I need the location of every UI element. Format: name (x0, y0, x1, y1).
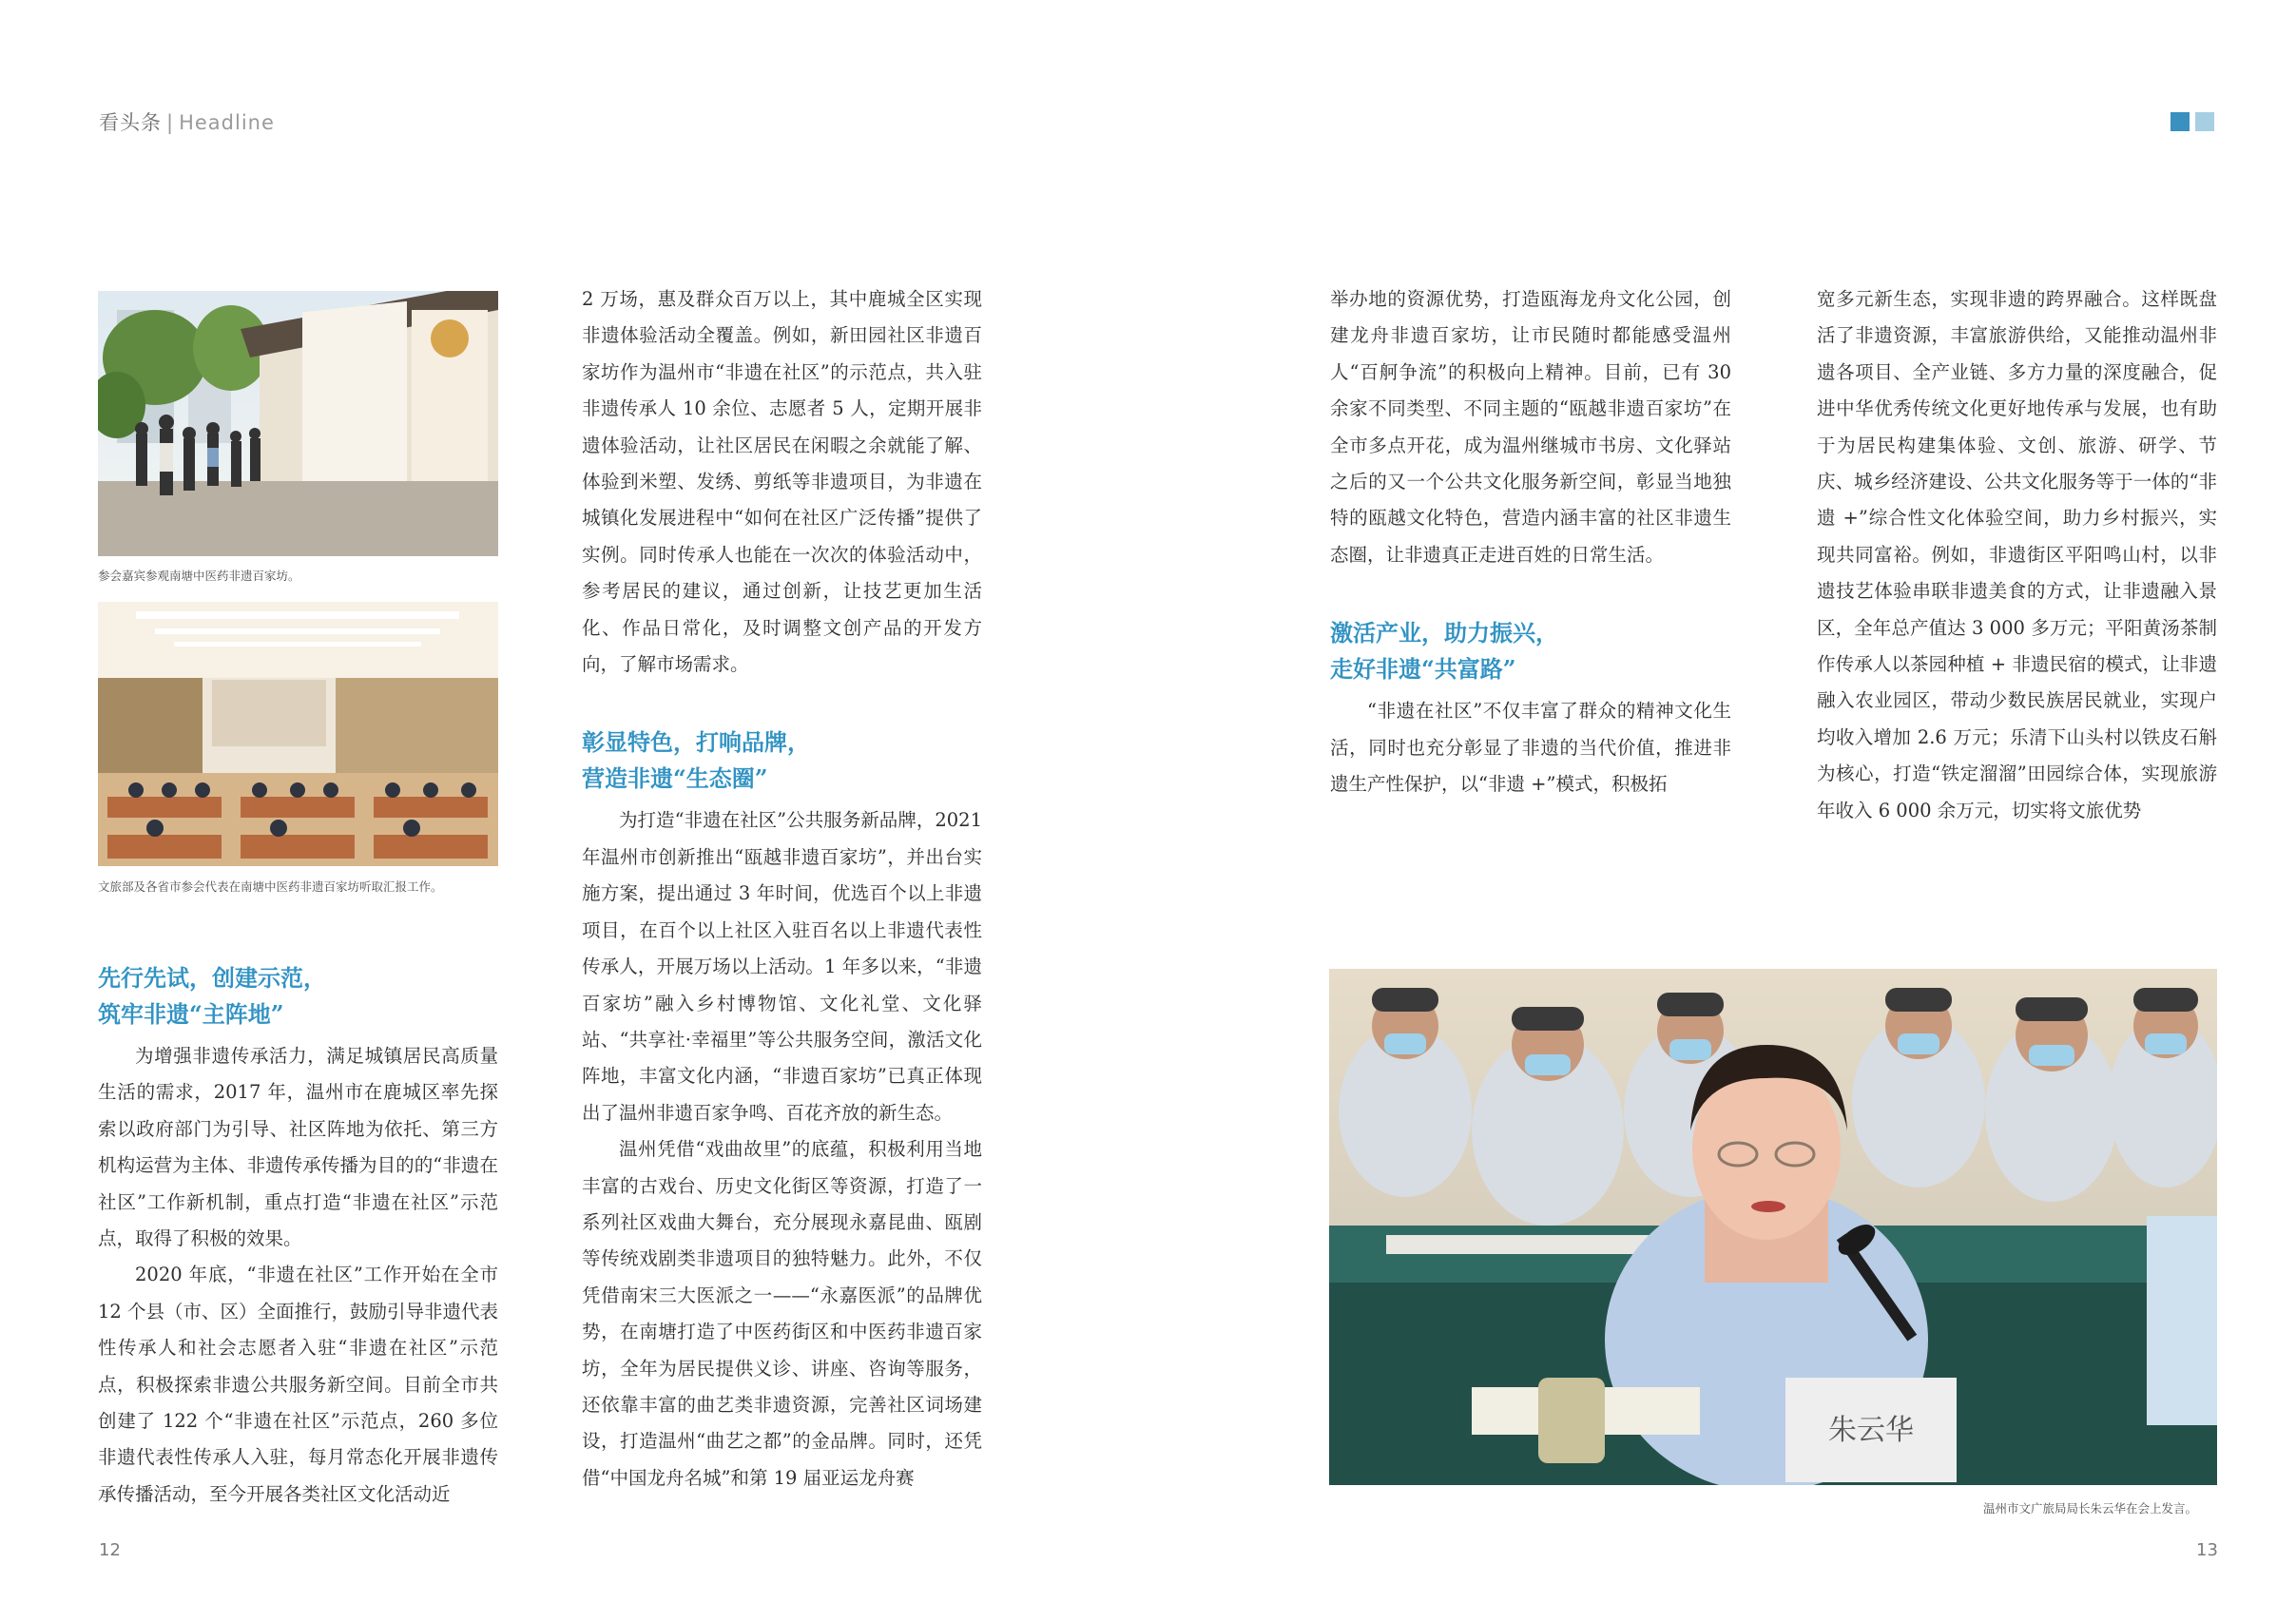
paragraph: “非遗在社区”不仅丰富了群众的精神文化生活，同时也充分彰显了非遗的当代价值，推进非遗生产性保护，以“非遗 +”模式，积极拓 (1330, 700, 1731, 796)
photo-conference-room (98, 602, 498, 866)
photo-speaker-meeting (1329, 969, 2217, 1485)
photo-1-caption: 参会嘉宾参观南塘中医药非遗百家坊。 (98, 569, 300, 583)
nameplate-text: 朱云华 (1828, 1414, 1914, 1447)
heading-1-line-2: 筑牢非遗“主阵地” (98, 1000, 284, 1028)
section-title-cn: 看头条 (99, 111, 162, 134)
column-2 (582, 281, 982, 1496)
section-header (99, 107, 275, 136)
column-3 (1330, 281, 1731, 802)
header-square-light (2195, 112, 2214, 131)
heading-3-line-2: 走好非遗“共富路” (1330, 655, 1516, 684)
section-heading-1 (98, 960, 498, 1033)
header-square-dark (2171, 112, 2190, 131)
heading-3-line-1: 激活产业，助力振兴， (1330, 619, 1558, 647)
paragraph: 为增强非遗传承活力，满足城镇居民高质量生活的需求，2017 年，温州市在鹿城区率先探索以政府部门为引导、社区阵地为依托、第三方机构运营为主体、非遗传承传播为目的的“非遗在社区”工作新机制，重点打造“非遗在社区”示范点，取得了积极的效果。 (98, 1045, 498, 1250)
photo-visitors-alley (98, 291, 498, 556)
paragraph: 宽多元新生态，实现非遗的跨界融合。这样既盘活了非遗资源，丰富旅游供给，又能推动温州非遗各项目、全产业链、多方力量的深度融合，促进中华优秀传统文化更好地传承与发展，也有助于为居民构建集体验、文创、旅游、研学、节庆、城乡经济建设、公共文化服务等于一体的“非遗 +”综合性文化体验空间，助力乡村振兴，实现共同富裕。例如，非遗街区平阳鸣山村，以非遗技艺体验串联非遗美食的方式，让非遗融入景区，全年总产值达 3 000 多万元；平阳黄汤茶制作传承人以茶园种植 + 非遗民宿的模式，让非遗融入农业园区，带动少数民族居民就业，实现户均收入增加 2.6 万元；乐清下山头村以铁皮石斛为核心，打造“铁定溜溜”田园综合体，实现旅游年收入 6 000 余万元，切实将文旅优势 (1817, 288, 2217, 821)
column-4 (1817, 281, 2217, 829)
paragraph: 2 万场，惠及群众百万以上，其中鹿城全区实现非遗体验活动全覆盖。例如，新田园社区非遗百家坊作为温州市“非遗在社区”的示范点，共入驻非遗传承人 10 余位、志愿者 5 人，定期开展非遗体验活动，让社区居民在闲暇之余就能了解、体验到米塑、发绣、剪纸等非遗项目，为非遗在城镇化发展进程中“如何在社区广泛传播”提供了实例。同时传承人也能在一次次的体验活动中，参考居民的建议，通过创新，让技艺更加生活化、作品日常化，及时调整文创产品的开发方向，了解市场需求。 (582, 288, 982, 676)
paragraph: 温州凭借“戏曲故里”的底蕴，积极利用当地丰富的古戏台、历史文化街区等资源，打造了一系列社区戏曲大舞台，充分展现永嘉昆曲、瓯剧等传统戏剧类非遗项目的独特魅力。此外，不仅凭借南宋三大医派之一——“永嘉医派”的品牌优势，在南塘打造了中医药街区和中医药非遗百家坊，全年为居民提供义诊、讲座、咨询等服务，还依靠丰富的曲艺类非遗资源，完善社区词场建设，打造温州“曲艺之都”的金品牌。同时，还凭借“中国龙舟名城”和第 19 届亚运龙舟赛 (582, 1138, 982, 1489)
heading-2-line-2: 营造非遗“生态圈” (582, 764, 768, 793)
heading-1-line-1: 先行先试，创建示范， (98, 964, 326, 992)
paragraph: 2020 年底，“非遗在社区”工作开始在全市 12 个县（市、区）全面推行，鼓励引导非遗代表性传承人和社会志愿者入驻“非遗在社区”示范点，积极探索非遗公共服务新空间。目前全市共创建了 122 个“非遗在社区”示范点，260 多位非遗代表性传承人入驻，每月常态化开展非遗传承传播活动，至今开展各类社区文化活动近 (98, 1264, 499, 1505)
section-heading-2 (582, 724, 982, 797)
nameplate (1785, 1399, 1957, 1456)
header-divider: | (166, 111, 175, 134)
column-1 (98, 960, 498, 1513)
page-number-right: 13 (2196, 1540, 2218, 1560)
photo-3-caption: 温州市文广旅局局长朱云华在会上发言。 (1983, 1501, 2198, 1516)
section-heading-3 (1330, 615, 1731, 687)
page-number-left: 12 (99, 1540, 121, 1560)
heading-2-line-1: 彰显特色，打响品牌， (582, 728, 810, 757)
paragraph: 举办地的资源优势，打造瓯海龙舟文化公园，创建龙舟非遗百家坊，让市民随时都能感受温州人“百舸争流”的积极向上精神。目前，已有 30 余家不同类型、不同主题的“瓯越非遗百家坊”在全市多点开花，成为温州继城市书房、文化驿站之后的又一个公共文化服务新空间，彰显当地独特的瓯越文化特色，营造内涵丰富的社区非遗生态圈，让非遗真正走进百姓的日常生活。 (1330, 288, 1731, 566)
section-title-en: Headline (179, 111, 275, 134)
paragraph: 为打造“非遗在社区”公共服务新品牌，2021 年温州市创新推出“瓯越非遗百家坊”，并出台实施方案，提出通过 3 年时间，优选百个以上非遗项目，在百个以上社区入驻百名以上非遗代表性传承人，开展万场以上活动。1 年多以来，“非遗百家坊”融入乡村博物馆、文化礼堂、文化驿站、“共享社·幸福里”等公共服务空间，激活文化阵地，丰富文化内涵，“非遗百家坊”已真正体现出了温州非遗百家争鸣、百花齐放的新生态。 (582, 809, 982, 1124)
photo-2-caption: 文旅部及各省市参会代表在南塘中医药非遗百家坊听取汇报工作。 (98, 879, 443, 894)
